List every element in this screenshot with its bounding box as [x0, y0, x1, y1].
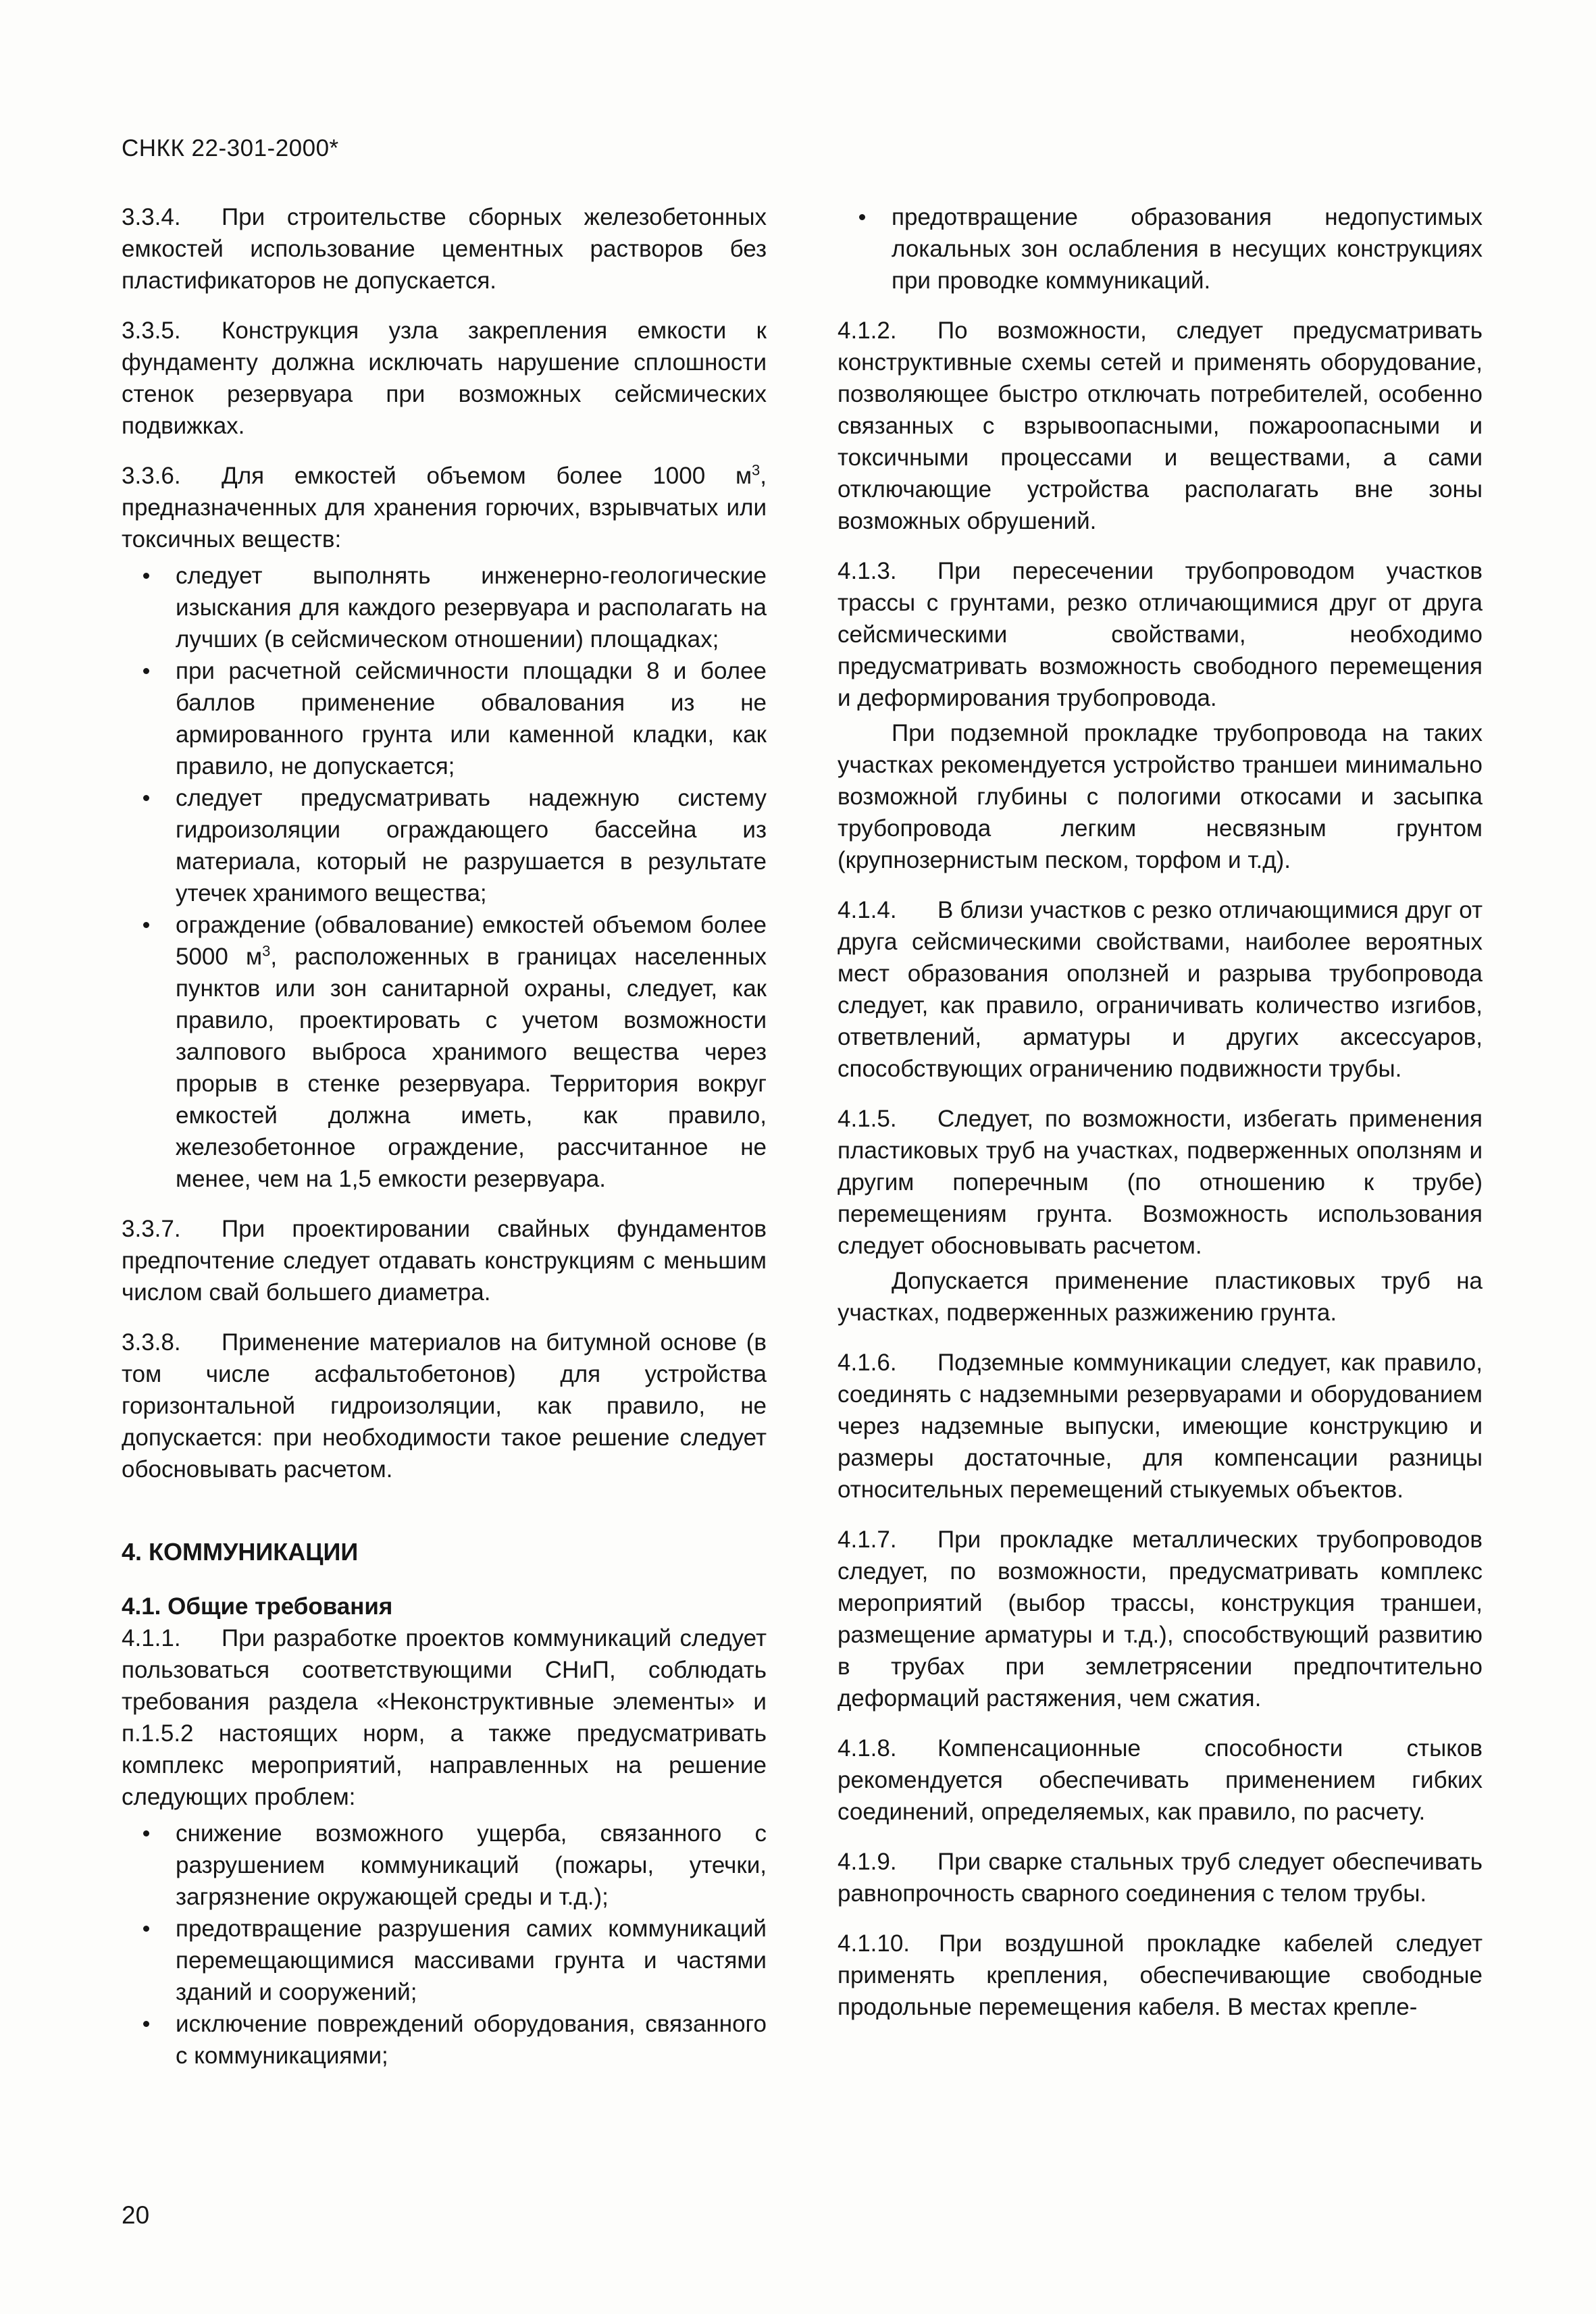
clause-4-1-9 [838, 1846, 1483, 1909]
clause-text: В близи участков с резко отличающимися друг от друга сейсмическими свойствами, наиболее вероятных мест образования оползней и разрыва трубопровода следует, как правило, ограничивать количество изгибов, ответвлений, арматуры и других аксессуаров, способствующих ограничению подвижности трубы. [838, 897, 1483, 1082]
list-item-text: предотвращение разрушения самих коммуникаций перемещающимися массивами грунта и частями зданий и сооружений; [176, 1916, 767, 2005]
clause-number: 3.3.6. [122, 463, 181, 489]
clause-4-1-5-continued: Допускается применение пластиковых труб на участках, подверженных разжижению грунта. [838, 1268, 1483, 1326]
clause-text: , предназначенных для хранения горючих, взрывчатых или токсичных веществ: [122, 463, 767, 552]
list-item-text: исключение повреждений оборудования, связанного с коммуникациями; [176, 2011, 767, 2069]
clause-number: 4.1.9. [838, 1849, 897, 1875]
clause-number: 4.1.6. [838, 1349, 897, 1376]
clause-number: 4.1.8. [838, 1735, 897, 1762]
clause-3-3-6 [122, 460, 767, 555]
clause-4-1-10 [838, 1928, 1483, 2023]
clause-3-3-7 [122, 1213, 767, 1308]
clause-3-3-8 [122, 1327, 767, 1485]
clause-number: 4.1.10. [838, 1930, 910, 1957]
clause-number: 3.3.8. [122, 1329, 181, 1356]
clause-4-1-7 [838, 1524, 1483, 1714]
left-column [122, 201, 767, 2090]
clause-text: При сварке стальных труб следует обеспечивать равнопрочность сварного соединения с телом трубы. [838, 1849, 1483, 1907]
subsection-title: 4.1. Общие требования [122, 1593, 393, 1620]
clause-text: Компенсационные способности стыков рекомендуется обеспечивать применением гибких соединений, определяемых, как правило, по расчету. [838, 1735, 1483, 1825]
clause-number: 4.1.1. [122, 1625, 181, 1651]
clause-number: 3.3.7. [122, 1216, 181, 1242]
list-item [122, 1913, 767, 2008]
list-item-text: , расположенных в границах населенных пунктов или зон санитарной охраны, следует, как правило, проектировать с учетом возможности залпового выброса хранимого вещества через прорыв в стенке резервуара. Территория вокруг емкостей должна иметь, как правило, железобетонное ограждение, рассчитанное не менее, чем на 1,5 емкости резервуара. [176, 944, 767, 1192]
clause-text: Следует, по возможности, избегать применения пластиковых труб на участках, подверженных оползням и другим поперечным (по отношению к трубе) перемещениям грунта. Возможность использования следует обосновывать расчетом. [838, 1106, 1483, 1259]
clause-number: 4.1.5. [838, 1106, 897, 1132]
clause-3-3-5 [122, 315, 767, 442]
clause-text: При воздушной прокладке кабелей следует применять крепления, обеспечивающие свободные продольные перемещения кабеля. В местах крепле- [838, 1930, 1483, 2020]
clause-text: Подземные коммуникации следует, как правило, соединять с надземными резервуарами и оборудованием через надземные выпуски, имеющие конструкцию и размеры достаточные, для компенсации разницы относительных перемещений стыкуемых объектов. [838, 1349, 1483, 1503]
clause-3-3-4 [122, 201, 767, 297]
list-item-text: при расчетной сейсмичности площадки 8 и более баллов применение обвалования из не армированного грунта или каменной кладки, как правило, не допускается; [176, 658, 767, 779]
clause-text: По возможности, следует предусматривать конструктивные схемы сетей и применять оборудование, позволяющее быстро отключать потребителей, особенно связанных с взрывоопасными, пожароопасными и токсичными процессами и веществами, а сами отключающие устройства располагать вне зоны возможных обрушений. [838, 317, 1483, 534]
list-item-text: следует предусматривать надежную систему гидроизоляции ограждающего бассейна из материала, который не разрушается в результате утечек хранимого вещества; [176, 785, 767, 906]
clause-number: 3.3.4. [122, 204, 181, 230]
superscript: 3 [262, 942, 271, 960]
clause-text: При прокладке металлических трубопроводов следует, по возможности, предусматривать комплекс мероприятий (выбор трассы, конструкция траншеи, размещение арматуры и т.д.), способствующий развитию в трубах при землетрясении предпочтительно деформаций растяжения, чем сжатия. [838, 1526, 1483, 1712]
list-item [122, 2008, 767, 2072]
list-item [122, 655, 767, 782]
bullet-list-3-3-6 [122, 560, 767, 1195]
clause-text: Применение материалов на битумной основе (в том числе асфальтобетонов) для устройства горизонтальной гидроизоляции, как правило, не допускается: при необходимости такое решение следует обосновывать расчетом. [122, 1329, 767, 1483]
clause-number: 4.1.2. [838, 317, 897, 344]
list-item [122, 560, 767, 655]
document-code-header: СНКК 22-301-2000* [122, 135, 339, 161]
clause-number: 3.3.5. [122, 317, 181, 344]
list-item-text: снижение возможного ущерба, связанного с разрушением коммуникаций (пожары, утечки, загрязнение окружающей среды и т.д.); [176, 1820, 767, 1910]
clause-4-1-3 [838, 555, 1483, 714]
right-column [838, 201, 1483, 2041]
clause-4-1-6 [838, 1347, 1483, 1506]
superscript: 3 [752, 461, 761, 479]
clause-4-1-4 [838, 894, 1483, 1085]
page-number: 20 [122, 2201, 150, 2229]
list-item-text: предотвращение образования недопустимых локальных зон ослабления в несущих конструкциях при проводке коммуникаций. [892, 204, 1483, 294]
clause-text: При разработке проектов коммуникаций следует пользоваться соответствующими СНиП, соблюдать требования раздела «Неконструктивные элементы» и п.1.5.2 настоящих норм, а также предусматривать комплекс мероприятий, направленных на решение следующих проблем: [122, 1625, 767, 1810]
clause-number: 4.1.3. [838, 558, 897, 584]
clause-4-1-5 [838, 1103, 1483, 1262]
bullet-list-4-1-1 [122, 1818, 767, 2072]
bullet-list-continued [838, 201, 1483, 297]
clause-4-1-1 [122, 1622, 767, 1813]
clause-number: 4.1.7. [838, 1526, 897, 1553]
clause-text: При проектировании свайных фундаментов предпочтение следует отдавать конструкциям с меньшим числом свай большего диаметра. [122, 1216, 767, 1306]
list-item [122, 1818, 767, 1913]
clause-4-1-8 [838, 1732, 1483, 1828]
list-item [122, 909, 767, 1195]
list-item [122, 782, 767, 909]
clause-4-1-2 [838, 315, 1483, 537]
clause-text: При строительстве сборных железобетонных емкостей использование цементных растворов без пластификаторов не допускается. [122, 204, 767, 294]
clause-text: Конструкция узла закрепления емкости к фундаменту должна исключать нарушение сплошности стенок резервуара при возможных сейсмических подвижках. [122, 317, 767, 439]
clause-4-1-3-continued: При подземной прокладке трубопровода на таких участках рекомендуется устройство траншеи минимально возможной глубины с пологими откосами и засыпка трубопровода легким несвязным грунтом (крупнозернистым песком, торфом и т.д). [838, 720, 1483, 873]
clause-number: 4.1.4. [838, 897, 897, 923]
list-item [838, 201, 1483, 297]
clause-text: Для емкостей объемом более 1000 м [222, 463, 752, 489]
list-item-text: ограждение (обвалование) емкостей объемом более 5000 м [176, 912, 767, 970]
clause-text: При пересечении трубопроводом участков трассы с грунтами, резко отличающимися друг от друга сейсмическими свойствами, необходимо предусматривать возможность свободного перемещения и деформирования трубопровода. [838, 558, 1483, 711]
section-title: 4. КОММУНИКАЦИИ [122, 1538, 359, 1566]
list-item-text: следует выполнять инженерно-геологические изыскания для каждого резервуара и располагать на лучших (в сейсмическом отношении) площадках; [176, 563, 767, 652]
